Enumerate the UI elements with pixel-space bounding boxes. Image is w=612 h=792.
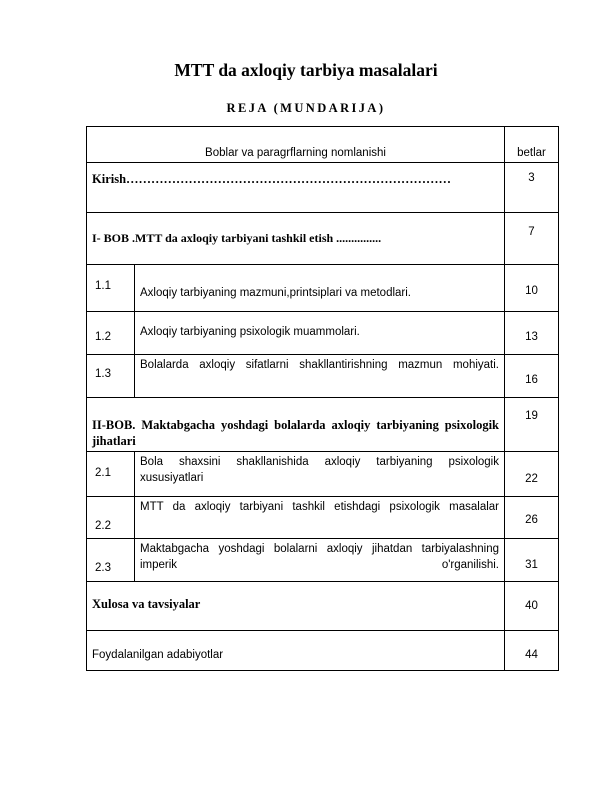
row-text-cell: I- BOB .MTT da axloqiy tarbiyani tashkil etish ............... [87,213,505,265]
contents-table [86,126,559,671]
row-text-cell: Bola shaxsini shakllanishida axloqiy tarbiyaning psixologik xususiyatlari [135,452,505,497]
row-text-cell: MTT da axloqiy tarbiyani tashkil etishdagi psixologik masalalar [135,497,505,539]
header-contents-cell: Boblar va paragrflarning nomlanishi [87,127,505,163]
table-row [87,213,559,265]
row-text-cell: Foydalanilgan adabiyotlar [87,631,505,671]
table-row [87,539,559,582]
row-number-cell: 2.3 [87,539,135,582]
table-header-row [87,127,559,163]
row-text-cell: II-BOB. Maktabgacha yoshdagi bolalarda axloqiy tarbiyaning psixologik jihatlari [87,398,505,452]
row-page-cell: 7 [505,213,559,265]
row-number-cell: 2.2 [87,497,135,539]
row-text-cell: Bolalarda axloqiy sifatlarni shakllantirishning mazmun mohiyati. [135,355,505,398]
row-text-cell: Xulosa va tavsiyalar [87,582,505,631]
table-row [87,452,559,497]
row-page-cell: 22 [505,452,559,497]
row-page-cell: 31 [505,539,559,582]
row-page-cell: 26 [505,497,559,539]
row-page-cell: 44 [505,631,559,671]
row-text-cell: Axloqiy tarbiyaning psixologik muammolari. [135,312,505,355]
table-row [87,398,559,452]
row-page-cell: 19 [505,398,559,452]
table-row [87,631,559,671]
row-page-cell: 10 [505,265,559,312]
row-number-cell: 1.2 [87,312,135,355]
table-row [87,497,559,539]
header-pages-cell: betlar [505,127,559,163]
row-number-cell: 1.3 [87,355,135,398]
document-subtitle: REJA (MUNDARIJA) [226,101,386,115]
table-row [87,265,559,312]
row-text-cell: Axloqiy tarbiyaning mazmuni,printsiplari va metodlari. [135,265,505,312]
row-page-cell: 13 [505,312,559,355]
row-number-cell: 2.1 [87,452,135,497]
row-text-cell: Kirish…………………………………………………………………… [87,163,505,213]
table-row [87,355,559,398]
document-title: MTT da axloqiy tarbiya masalalari [174,60,438,80]
row-text-cell: Maktabgacha yoshdagi bolalarni axloqiy jihatdan tarbiyalashning imperik o'rganilishi. [135,539,505,582]
row-number-cell: 1.1 [87,265,135,312]
row-page-cell: 40 [505,582,559,631]
table-row [87,582,559,631]
row-page-cell: 16 [505,355,559,398]
row-page-cell: 3 [505,163,559,213]
table-row [87,163,559,213]
table-row [87,312,559,355]
